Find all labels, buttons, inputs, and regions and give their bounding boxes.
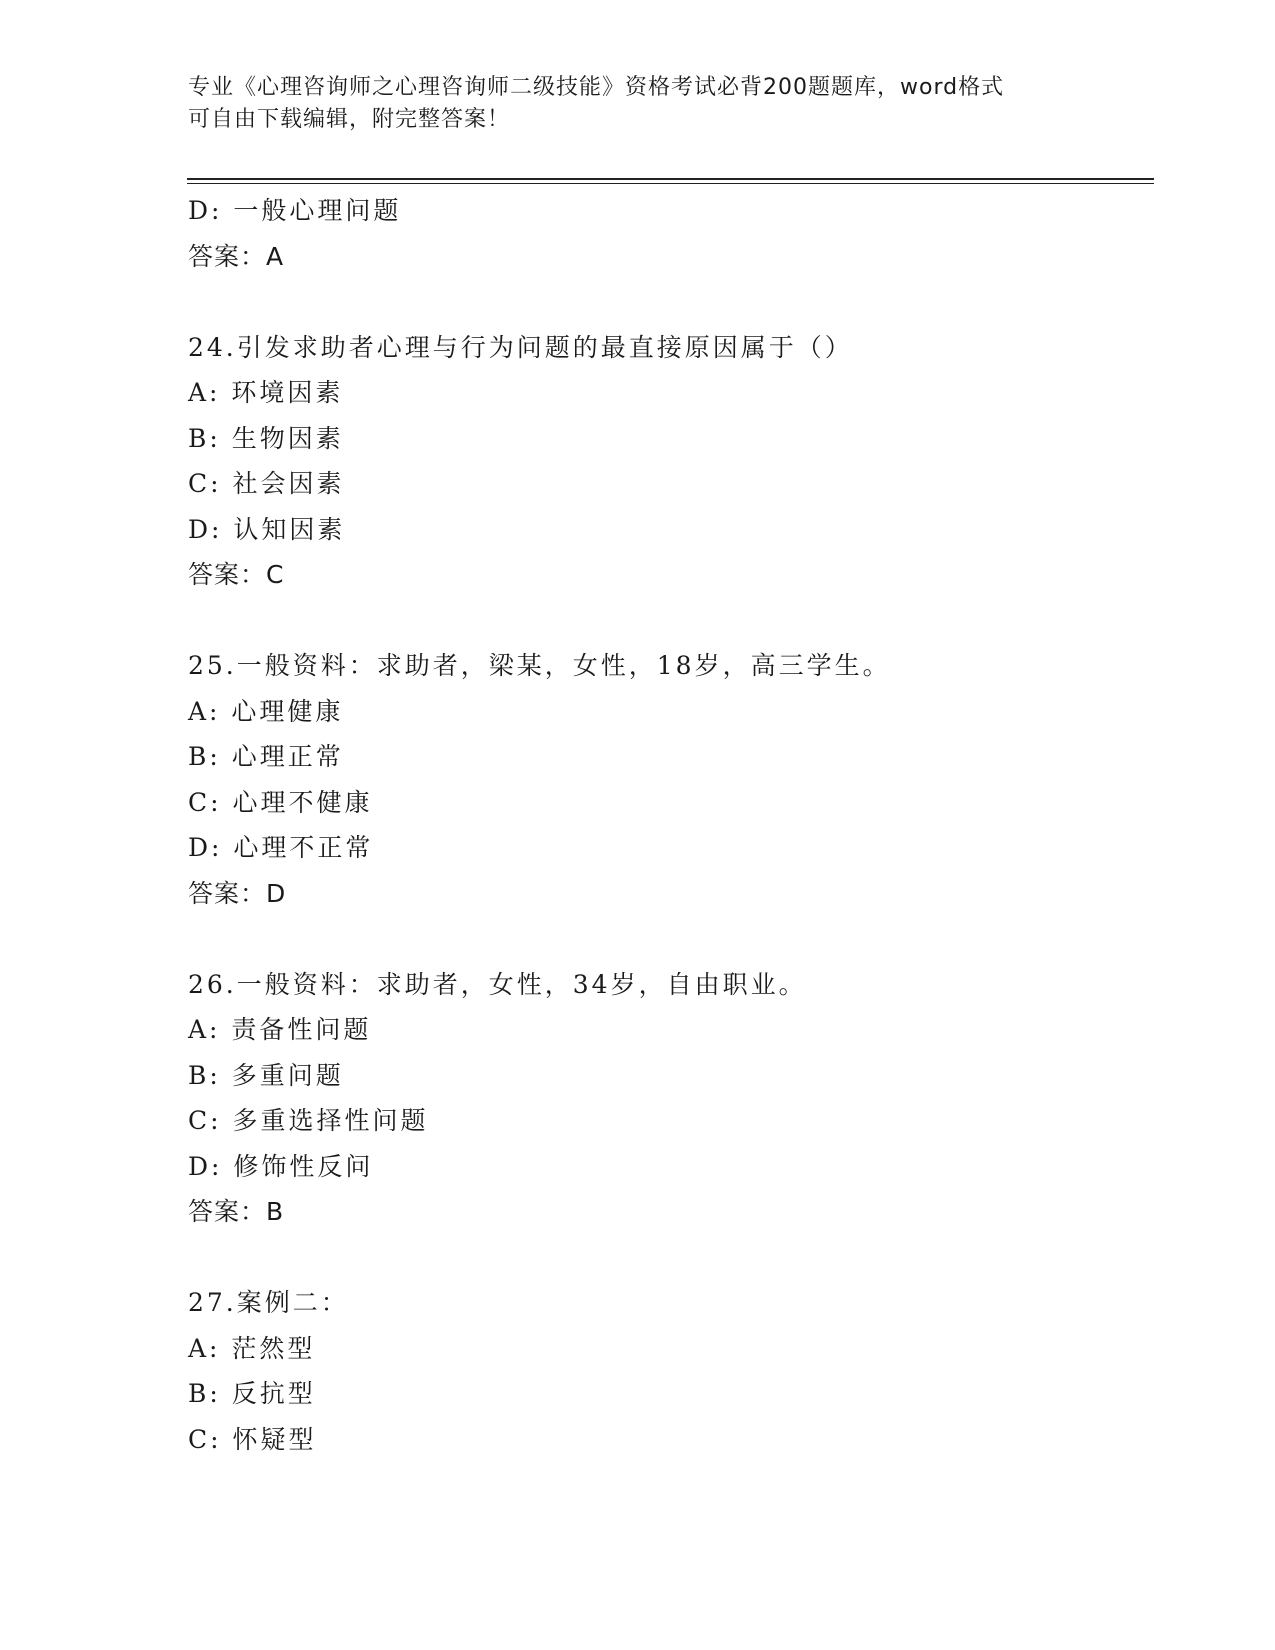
answer-line: 答案：D [188, 878, 287, 908]
option-a: A: 环境因素 [188, 378, 344, 407]
answer-line: 答案：C [188, 560, 285, 589]
spacer [188, 916, 1148, 962]
option-c: C: 心理不健康 [188, 787, 373, 817]
option-c: C: 怀疑型 [188, 1424, 317, 1454]
spacer [188, 1235, 1148, 1281]
option-d: D: 一般心理问题 [188, 196, 402, 225]
option-b: B: 心理正常 [188, 742, 344, 771]
spacer [188, 279, 1148, 325]
header-divider-thin [187, 183, 1154, 184]
option-a: A: 茫然型 [188, 1333, 316, 1363]
header-line-2: 可自由下载编辑，附完整答案！ [188, 107, 511, 132]
option-d: D: 认知因素 [188, 514, 346, 544]
option-d: D: 修饰性反问 [188, 1151, 374, 1181]
option-b: B: 生物因素 [188, 423, 344, 453]
option-c: C: 多重选择性问题 [188, 1106, 429, 1135]
answer-line: 答案：A [188, 241, 285, 271]
question-stem: 25.一般资料：求助者，梁某，女性，18岁，高三学生。 [188, 651, 891, 680]
option-d: D: 心理不正常 [188, 833, 374, 862]
question-stem: 24.引发求助者心理与行为问题的最直接原因属于（） [188, 332, 853, 362]
option-a: A: 心理健康 [188, 696, 344, 726]
option-c: C: 社会因素 [188, 469, 345, 498]
header-line-1: 专业《心理咨询师之心理咨询师二级技能》资格考试必背200题题库，word格式 [188, 75, 1005, 100]
answer-line: 答案：B [188, 1197, 285, 1226]
option-a: A: 责备性问题 [188, 1015, 372, 1044]
option-b: B: 反抗型 [188, 1379, 316, 1408]
spacer [188, 598, 1148, 644]
option-b: B: 多重问题 [188, 1060, 344, 1090]
document-header [188, 72, 1088, 136]
header-divider-thick [187, 178, 1154, 180]
question-stem: 27.案例二： [188, 1288, 349, 1317]
question-list [188, 188, 1148, 1462]
question-stem: 26.一般资料：求助者，女性，34岁，自由职业。 [188, 969, 807, 999]
